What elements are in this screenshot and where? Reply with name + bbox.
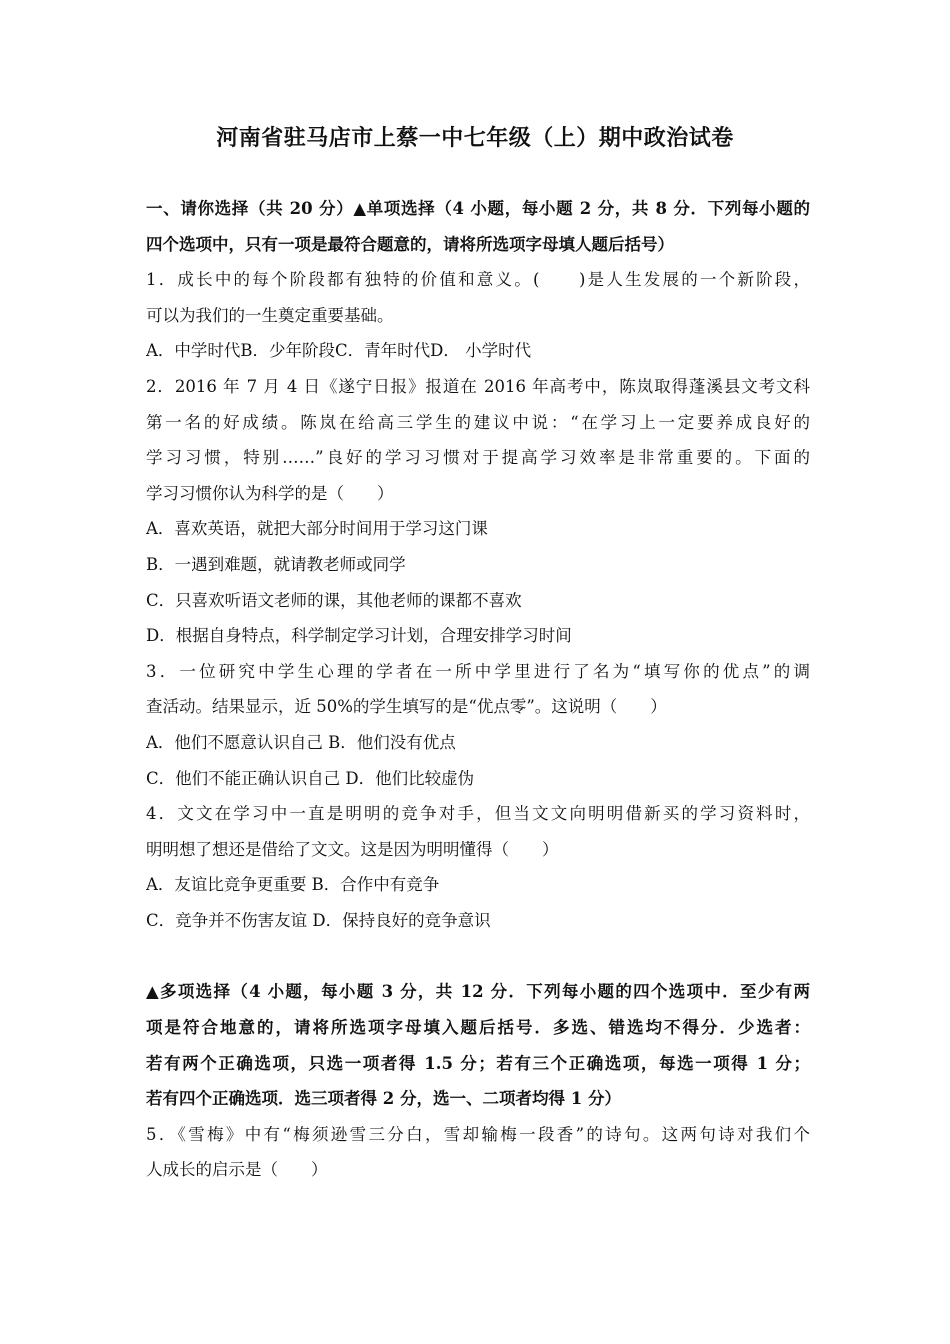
question-stem-line: 5．《雪梅》中有“梅须逊雪三分白，雪却输梅一段香”的诗句。这两句诗对我们个 bbox=[146, 1124, 810, 1144]
section-header-line: 项是符合地意的，请将所选项字母填入题后括号．多选、错选均不得分．少选者： bbox=[146, 1018, 810, 1038]
question-stem-line: 第一名的好成绩。陈岚在给高三学生的建议中说：“在学习上一定要养成良好的 bbox=[146, 412, 810, 432]
question-3 bbox=[146, 654, 810, 796]
question-stem-line: 1．成长中的每个阶段都有独特的价值和意义。( )是人生发展的一个新阶段， bbox=[146, 270, 810, 290]
section-1-header bbox=[146, 191, 810, 262]
section-spacer bbox=[146, 938, 810, 974]
question-stem-line: 2．2016 年 7 月 4 日《遂宁日报》报道在 2016 年高考中，陈岚取得蓬溪县文考文科 bbox=[146, 376, 810, 396]
question-option: A．喜欢英语，就把大部分时间用于学习这门课 bbox=[146, 519, 488, 539]
question-option: C．竞争并不伤害友谊 D．保持良好的竞争意识 bbox=[146, 910, 491, 930]
question-stem-line: 3．一位研究中学生心理的学者在一所中学里进行了名为“填写你的优点”的调 bbox=[146, 661, 810, 681]
exam-title: 河南省驻马店市上蔡一中七年级（上）期中政治试卷 bbox=[216, 125, 734, 151]
section-header-line: 若有四个正确选项．选三项者得 2 分，选一、二项者均得 1 分） bbox=[146, 1089, 621, 1109]
question-stem-line: 学习习惯你认为科学的是（ ） bbox=[146, 483, 394, 503]
question-stem-line: 学习习惯，特别……”良好的学习习惯对于提高学习效率是非常重要的。下面的 bbox=[146, 448, 810, 468]
question-stem-line: 查活动。结果显示，近 50%的学生填写的是“优点零”。这说明（ ） bbox=[146, 697, 667, 717]
question-5 bbox=[146, 1117, 810, 1188]
question-1 bbox=[146, 262, 810, 369]
question-stem-line: 4．文文在学习中一直是明明的竞争对手，但当文文向明明借新买的学习资料时， bbox=[146, 804, 810, 824]
question-2 bbox=[146, 369, 810, 654]
question-option: A．中学时代B．少年阶段C．青年时代D． 小学时代 bbox=[146, 341, 532, 361]
question-4 bbox=[146, 796, 810, 938]
question-stem-line: 人成长的启示是（ ） bbox=[146, 1160, 328, 1180]
section-2-header bbox=[146, 974, 810, 1116]
section-header-line: 四个选项中，只有一项是最符合题意的，请将所选项字母填人题后括号） bbox=[146, 234, 674, 254]
exam-content bbox=[146, 191, 810, 1188]
question-option: C．他们不能正确认识自己 D．他们比较虚伪 bbox=[146, 768, 475, 788]
section-header-line: ▲多项选择（4 小题，每小题 3 分，共 12 分．下列每小题的四个选项中．至少有两 bbox=[146, 982, 810, 1002]
question-option: A．他们不愿意认识自己 B．他们没有优点 bbox=[146, 732, 456, 752]
question-option: B．一遇到难题，就请教老师或同学 bbox=[146, 554, 406, 574]
question-option: D．根据自身特点，科学制定学习计划，合理安排学习时间 bbox=[146, 626, 572, 646]
section-header-line: 若有两个正确选项，只选一项者得 1.5 分；若有三个正确选项，每选一项得 1 分； bbox=[146, 1053, 810, 1073]
question-stem-line: 可以为我们的一生奠定重要基础。 bbox=[146, 305, 394, 325]
question-stem-line: 明明想了想还是借给了文文。这是因为明明懂得（ ） bbox=[146, 839, 559, 859]
question-option: C．只喜欢听语文老师的课，其他老师的课都不喜欢 bbox=[146, 590, 522, 610]
question-option: A．友谊比竞争更重要 B．合作中有竞争 bbox=[146, 875, 440, 895]
section-header-line: 一、请你选择（共 20 分）▲单项选择（4 小题，每小题 2 分，共 8 分．下列每小题的 bbox=[146, 199, 810, 218]
